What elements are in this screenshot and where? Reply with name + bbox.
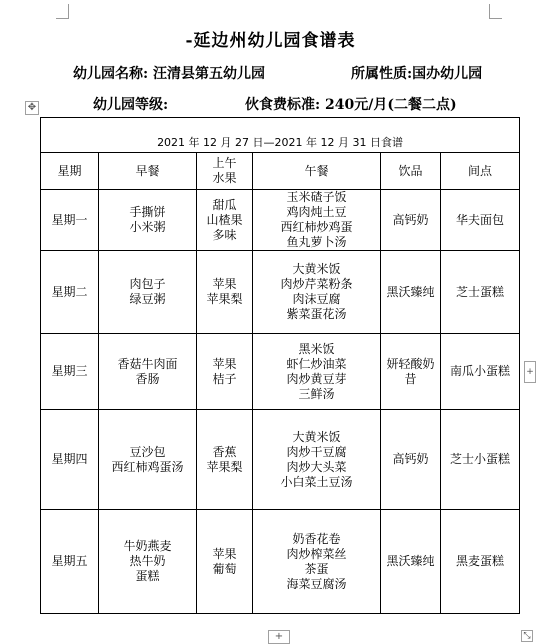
column-header-text: 饮品	[398, 163, 423, 178]
date-range: 2021 年 12 月 27 日—2021 年 12 月 31 日食谱	[41, 118, 520, 153]
column-header-text: 早餐	[135, 163, 160, 178]
lunch-item: 虾仁炒油菜	[286, 356, 347, 371]
table-row	[41, 190, 520, 251]
day-cell: 星期一	[41, 190, 99, 251]
lunch-item: 三鲜汤	[298, 386, 335, 401]
table-resize-icon[interactable]: ⤡	[521, 630, 533, 642]
drink-item: 昔	[404, 371, 417, 386]
drink-item: 妍轻酸奶	[386, 356, 435, 371]
day-cell: 星期二	[41, 251, 99, 334]
add-row-icon[interactable]: +	[268, 630, 290, 644]
drink-cell	[381, 510, 441, 614]
fruit-cell	[197, 510, 253, 614]
lunch-item: 肉炒干豆腐	[286, 444, 347, 459]
document-title: -延边州幼儿园食谱表	[185, 31, 356, 51]
lunch-item: 肉炒榨菜丝	[286, 546, 347, 561]
drink-cell	[381, 334, 441, 410]
lunch-cell	[253, 334, 381, 410]
drink-item: 高钙奶	[392, 212, 429, 227]
column-header-text: 午餐	[304, 163, 329, 178]
breakfast-cell	[99, 410, 197, 510]
column-header	[197, 153, 253, 190]
column-header	[99, 153, 197, 190]
breakfast-item: 绿豆粥	[129, 292, 166, 306]
snack-item: 芝士小蛋糕	[450, 452, 511, 466]
lunch-item: 茶蛋	[304, 561, 329, 576]
breakfast-item: 小米粥	[129, 220, 166, 234]
fruit-cell	[197, 410, 253, 510]
affiliation: 所属性质:国办幼儿园	[351, 66, 483, 82]
breakfast-cell	[99, 510, 197, 614]
lunch-item: 大黄米饭	[292, 429, 341, 444]
table-row	[41, 251, 520, 334]
breakfast-item: 西红柿鸡蛋汤	[111, 459, 184, 474]
fruit-cell	[197, 190, 253, 251]
column-header-text: 星期	[57, 163, 82, 178]
breakfast-item: 香菇牛肉面	[117, 356, 178, 371]
breakfast-item: 牛奶燕麦	[123, 539, 172, 553]
lunch-item: 鱼丸萝卜汤	[286, 235, 347, 249]
fruit-item: 苹果梨	[206, 292, 243, 306]
column-header-text: 上午	[212, 156, 237, 170]
lunch-item: 肉沫豆腐	[292, 292, 341, 306]
breakfast-item: 肉包子	[129, 277, 166, 291]
snack-cell	[441, 334, 520, 410]
lunch-cell	[253, 410, 381, 510]
lunch-item: 小白菜土豆汤	[280, 474, 353, 489]
breakfast-cell	[99, 190, 197, 251]
breakfast-cell	[99, 251, 197, 334]
breakfast-item: 香肠	[135, 371, 160, 386]
fruit-cell	[197, 334, 253, 410]
fruit-item: 葡萄	[212, 561, 237, 576]
drink-cell	[381, 190, 441, 251]
crop-mark-top-left	[56, 4, 69, 19]
lunch-cell	[253, 251, 381, 334]
drink-item: 黑沃臻纯	[386, 284, 435, 299]
breakfast-cell	[99, 334, 197, 410]
lunch-item: 肉炒黄豆芽	[286, 371, 347, 386]
lunch-item: 海菜豆腐汤	[286, 576, 347, 591]
column-header	[41, 153, 99, 190]
lunch-item: 肉炒芹菜粉条	[280, 277, 353, 291]
breakfast-item: 蛋糕	[135, 569, 160, 583]
lunch-item: 黑米饭	[298, 341, 335, 356]
lunch-item: 鸡肉炖土豆	[286, 205, 347, 219]
kindergarten-name: 幼儿园名称: 汪清县第五幼儿园	[73, 66, 266, 82]
lunch-cell	[253, 190, 381, 251]
breakfast-item: 热牛奶	[129, 554, 166, 568]
fruit-item: 山楂果	[206, 212, 243, 227]
column-header	[441, 153, 520, 190]
add-column-icon[interactable]: +	[524, 361, 536, 383]
column-header	[381, 153, 441, 190]
snack-item: 黑麦蛋糕	[456, 554, 505, 568]
fruit-item: 甜瓜	[212, 197, 237, 212]
snack-cell	[441, 190, 520, 251]
table-row	[41, 410, 520, 510]
lunch-item: 西红柿炒鸡蛋	[280, 220, 353, 234]
drink-item: 高钙奶	[392, 452, 429, 466]
meal-fee-standard: 伙食费标准: 240元/月(二餐二点)	[245, 97, 457, 113]
snack-item: 芝士蛋糕	[456, 284, 505, 299]
kindergarten-grade: 幼儿园等级:	[93, 97, 169, 113]
column-header	[253, 153, 381, 190]
day-cell: 星期三	[41, 334, 99, 410]
day-cell: 星期五	[41, 510, 99, 614]
fruit-item: 多味	[212, 227, 237, 242]
day-cell: 星期四	[41, 410, 99, 510]
table-row	[41, 510, 520, 614]
snack-item: 南瓜小蛋糕	[450, 364, 511, 378]
fruit-item: 桔子	[212, 371, 237, 386]
lunch-item: 肉炒大头菜	[286, 459, 347, 474]
lunch-item: 大黄米饭	[292, 262, 341, 276]
fruit-item: 苹果	[212, 356, 237, 371]
fruit-item: 苹果	[212, 277, 237, 291]
table-row	[41, 334, 520, 410]
breakfast-item: 手撕饼	[129, 205, 166, 219]
fruit-item: 香蕉	[212, 444, 237, 459]
drink-cell	[381, 410, 441, 510]
column-header-text: 间点	[468, 163, 493, 178]
drink-item: 黑沃臻纯	[386, 554, 435, 568]
lunch-item: 奶香花卷	[292, 531, 341, 546]
lunch-cell	[253, 510, 381, 614]
breakfast-item: 豆沙包	[129, 444, 166, 459]
crop-mark-top-right	[489, 4, 502, 19]
snack-cell	[441, 510, 520, 614]
menu-table	[40, 117, 520, 614]
table-move-handle-icon[interactable]: ✥	[25, 101, 39, 115]
fruit-item: 苹果	[212, 546, 237, 561]
drink-cell	[381, 251, 441, 334]
snack-item: 华夫面包	[456, 212, 505, 227]
snack-cell	[441, 251, 520, 334]
lunch-item: 玉米碴子饭	[286, 190, 347, 204]
fruit-cell	[197, 251, 253, 334]
snack-cell	[441, 410, 520, 510]
fruit-item: 苹果梨	[206, 459, 243, 474]
lunch-item: 紫菜蛋花汤	[286, 307, 347, 321]
column-header-text: 水果	[212, 171, 237, 185]
